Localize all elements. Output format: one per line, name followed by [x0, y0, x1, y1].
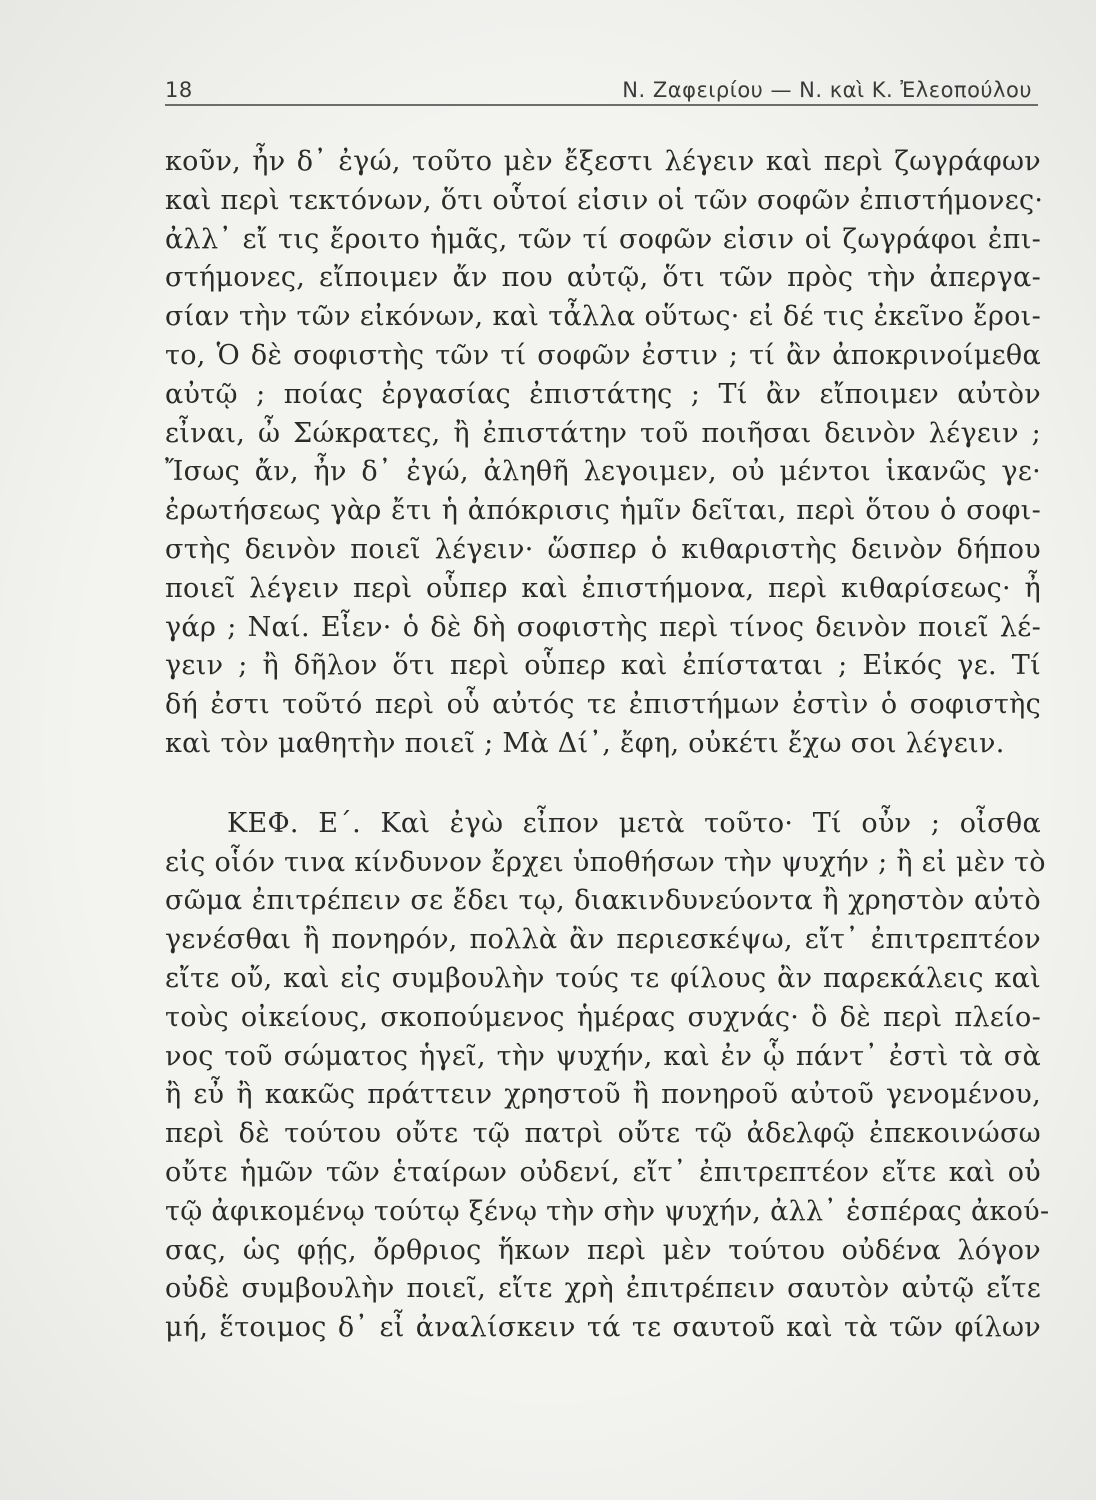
- text-line: ἐρωτήσεως γὰρ ἔτι ἡ ἀπόκρισις ἡμῖν δεῖται, περὶ ὅτου ὁ σοφι-: [165, 495, 1041, 527]
- text-line: ποιεῖ λέγειν περὶ οὗπερ καὶ ἐπιστήμονα, περὶ κιθαρίσεως· ἦ: [165, 572, 1041, 604]
- text-line: τῷ ἀφικομένῳ τούτῳ ξένῳ τὴν σὴν ψυχήν, ἀλλ᾽ ἑσπέρας ἀκού-: [165, 1195, 1050, 1227]
- text-line: καὶ περὶ τεκτόνων, ὅτι οὗτοί εἰσιν οἱ τῶν σοφῶν ἐπιστήμονες·: [165, 184, 1044, 216]
- text-line: οὐδὲ συμβουλὴν ποιεῖ, εἴτε χρὴ ἐπιτρέπειν σαυτὸν αὐτῷ εἴτε: [165, 1273, 1041, 1305]
- text-line: σας, ὡς φῄς, ὄρθριος ἥκων περὶ μὲν τούτου οὐδένα λόγον: [165, 1234, 1041, 1266]
- text-line: γάρ ; Ναί. Εἶεν· ὁ δὲ δὴ σοφιστὴς περὶ τίνος δεινὸν ποιεῖ λέ-: [165, 611, 1041, 643]
- text-line: το, Ὁ δὲ σοφιστὴς τῶν τί σοφῶν ἐστιν ; τί ἂν ἀποκρινοίμεθα: [165, 339, 1041, 371]
- paragraph-gap: [165, 764, 1041, 805]
- text-line: ἀλλ᾽ εἴ τις ἔροιτο ἡμᾶς, τῶν τί σοφῶν εἰσιν οἱ ζωγράφοι ἐπι-: [165, 223, 1041, 255]
- text-line: καὶ τὸν μαθητὴν ποιεῖ ; Μὰ Δί᾽, ἔφη, οὐκέτι ἔχω σοι λέγειν.: [165, 727, 1005, 759]
- text-line: μή, ἕτοιμος δ᾽ εἶ ἀναλίσκειν τά τε σαυτοῦ καὶ τὰ τῶν φίλων: [165, 1312, 1041, 1344]
- text-line: σίαν τὴν τῶν εἰκόνων, καὶ τἆλλα οὕτως· εἰ δέ τις ἐκεῖνο ἔροι-: [165, 301, 1041, 333]
- text-line: δή ἐστι τοῦτό περὶ οὗ αὐτός τε ἐπιστήμων ἐστὶν ὁ σοφιστὴς: [165, 689, 1041, 721]
- text-line: περὶ δὲ τούτου οὔτε τῷ πατρὶ οὔτε τῷ ἀδελφῷ ἐπεκοινώσω: [165, 1118, 1041, 1150]
- text-line: ἢ εὖ ἢ κακῶς πράττειν χρηστοῦ ἢ πονηροῦ αὐτοῦ γενομένου,: [165, 1079, 1041, 1111]
- text-line: ΚΕΦ. Ε΄. Καὶ ἐγὼ εἶπον μετὰ τοῦτο· Τί οὖν ; οἶσθα: [227, 807, 1041, 839]
- text-line: νος τοῦ σώματος ἡγεῖ, τὴν ψυχήν, καὶ ἐν ᾧ πάντ᾽ ἐστὶ τὰ σὰ: [165, 1040, 1041, 1072]
- running-head: [165, 72, 1032, 102]
- text-line: στήμονες, εἴποιμεν ἄν που αὐτῷ, ὅτι τῶν πρὸς τὴν ἀπεργα-: [165, 262, 1041, 294]
- paragraph: [165, 143, 1044, 764]
- text-line: σῶμα ἐπιτρέπειν σε ἔδει τῳ, διακινδυνεύοντα ἢ χρηστὸν αὐτὸ: [165, 885, 1041, 917]
- text-line: κοῦν, ἦν δ᾽ ἐγώ, τοῦτο μὲν ἔξεστι λέγειν καὶ περὶ ζωγράφων: [165, 146, 1041, 177]
- running-title: Ν. Ζαφειρίου — Ν. καὶ Κ. Ἐλεοπούλου: [622, 78, 1032, 102]
- header-rule: [165, 104, 1038, 106]
- paragraph: [165, 805, 1050, 1348]
- text-line: οὔτε ἡμῶν τῶν ἑταίρων οὐδενί, εἴτ᾽ ἐπιτρεπτέον εἴτε καὶ οὐ: [165, 1156, 1041, 1188]
- text-line: εἶναι, ὦ Σώκρατες, ἢ ἐπιστάτην τοῦ ποιῆσαι δεινὸν λέγειν ;: [165, 417, 1041, 449]
- text-line: αὐτῷ ; ποίας ἐργασίας ἐπιστάτης ; Τί ἂν εἴποιμεν αὐτὸν: [165, 378, 1041, 410]
- text-line: τοὺς οἰκείους, σκοπούμενος ἡμέρας συχνάς· ὃ δὲ περὶ πλείο-: [165, 1001, 1041, 1033]
- text-line: γενέσθαι ἢ πονηρόν, πολλὰ ἂν περιεσκέψω, εἴτ᾽ ἐπιτρεπτέον: [165, 924, 1041, 956]
- text-line: στὴς δεινὸν ποιεῖ λέγειν· ὥσπερ ὁ κιθαριστὴς δεινὸν δήπου: [165, 533, 1041, 565]
- text-line: Ἴσως ἄν, ἦν δ᾽ ἐγώ, ἀληθῆ λεγοιμεν, οὐ μέντοι ἱκανῶς γε·: [165, 456, 1041, 488]
- text-line: εἰς οἷόν τινα κίνδυνον ἔρχει ὑποθήσων τὴν ψυχήν ; ἢ εἰ μὲν τὸ: [165, 846, 1046, 878]
- page-number: 18: [165, 78, 193, 102]
- text-line: εἴτε οὔ, καὶ εἰς συμβουλὴν τούς τε φίλους ἂν παρεκάλεις καὶ: [165, 962, 1041, 994]
- text-line: γειν ; ἢ δῆλον ὅτι περὶ οὗπερ καὶ ἐπίσταται ; Εἰκός γε. Τί: [165, 650, 1041, 682]
- body-text: [165, 143, 1050, 1348]
